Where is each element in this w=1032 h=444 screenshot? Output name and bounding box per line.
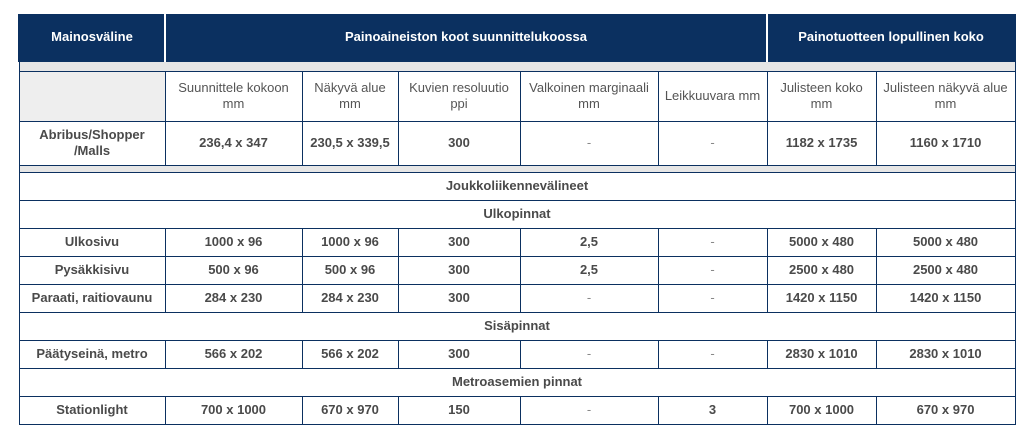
cell-white-margin: 2,5 — [520, 228, 658, 256]
header-final-size: Painotuotteen lopullinen koko — [767, 14, 1015, 61]
subheader-resolution: Kuvien resoluutio ppi — [398, 71, 520, 121]
table-row — [19, 228, 1015, 256]
cell-poster-visible-area: 2500 x 480 — [876, 256, 1015, 284]
cell-poster-size: 700 x 1000 — [767, 396, 876, 424]
cell-visible-area: 284 x 230 — [302, 284, 398, 312]
table-row — [19, 340, 1015, 368]
cell-design-size: 500 x 96 — [165, 256, 302, 284]
row-label: Stationlight — [19, 396, 165, 424]
cell-resolution: 300 — [398, 121, 520, 165]
cell-resolution: 300 — [398, 256, 520, 284]
subheader-visible-area: Näkyvä alue mm — [302, 71, 398, 121]
cell-design-size: 236,4 x 347 — [165, 121, 302, 165]
table-row — [19, 396, 1015, 424]
cell-bleed: - — [658, 121, 767, 165]
cell-poster-visible-area: 1160 x 1710 — [876, 121, 1015, 165]
cell-bleed: 3 — [658, 396, 767, 424]
cell-design-size: 284 x 230 — [165, 284, 302, 312]
subheader-blank — [19, 71, 165, 121]
cell-poster-size: 5000 x 480 — [767, 228, 876, 256]
row-label: Ulkosivu — [19, 228, 165, 256]
subheader-bleed: Leikkuuvara mm — [658, 71, 767, 121]
cell-resolution: 300 — [398, 284, 520, 312]
section-heading-public-transport: Joukkoliikennevälineet — [19, 172, 1015, 200]
cell-poster-size: 1182 x 1735 — [767, 121, 876, 165]
cell-poster-size: 2500 x 480 — [767, 256, 876, 284]
cell-bleed: - — [658, 256, 767, 284]
row-label: Paraati, raitiovaunu — [19, 284, 165, 312]
cell-visible-area: 566 x 202 — [302, 340, 398, 368]
subheader-poster-visible-area: Julisteen näkyvä alue mm — [876, 71, 1015, 121]
cell-poster-visible-area: 1420 x 1150 — [876, 284, 1015, 312]
section-heading-outside: Ulkopinnat — [19, 200, 1015, 228]
cell-visible-area: 1000 x 96 — [302, 228, 398, 256]
cell-poster-visible-area: 2830 x 1010 — [876, 340, 1015, 368]
row-label: Abribus/Shopper /Malls — [19, 121, 165, 165]
subheader-design-size: Suunnittele kokoon mm — [165, 71, 302, 121]
cell-bleed: - — [658, 340, 767, 368]
row-label: Pysäkkisivu — [19, 256, 165, 284]
subheader-row — [19, 71, 1015, 121]
cell-resolution: 150 — [398, 396, 520, 424]
subheader-poster-size: Julisteen koko mm — [767, 71, 876, 121]
spec-table-container — [18, 14, 1014, 425]
table-row — [19, 121, 1015, 165]
subheader-white-margin: Valkoinen marginaali mm — [520, 71, 658, 121]
cell-resolution: 300 — [398, 228, 520, 256]
table-row — [19, 284, 1015, 312]
cell-bleed: - — [658, 228, 767, 256]
cell-visible-area: 230,5 x 339,5 — [302, 121, 398, 165]
section-heading-inside: Sisäpinnat — [19, 312, 1015, 340]
cell-visible-area: 670 x 970 — [302, 396, 398, 424]
cell-white-margin: - — [520, 121, 658, 165]
cell-design-size: 700 x 1000 — [165, 396, 302, 424]
cell-poster-size: 2830 x 1010 — [767, 340, 876, 368]
cell-poster-size: 1420 x 1150 — [767, 284, 876, 312]
spec-table — [18, 14, 1016, 425]
spacer-row — [19, 61, 1015, 71]
row-label: Päätyseinä, metro — [19, 340, 165, 368]
separator-row — [19, 165, 1015, 172]
cell-poster-visible-area: 670 x 970 — [876, 396, 1015, 424]
cell-resolution: 300 — [398, 340, 520, 368]
cell-white-margin: - — [520, 396, 658, 424]
cell-poster-visible-area: 5000 x 480 — [876, 228, 1015, 256]
cell-bleed: - — [658, 284, 767, 312]
header-media: Mainosväline — [19, 14, 165, 61]
cell-visible-area: 500 x 96 — [302, 256, 398, 284]
cell-white-margin: 2,5 — [520, 256, 658, 284]
cell-design-size: 566 x 202 — [165, 340, 302, 368]
cell-design-size: 1000 x 96 — [165, 228, 302, 256]
section-heading-metro-stations: Metroasemien pinnat — [19, 368, 1015, 396]
cell-white-margin: - — [520, 340, 658, 368]
table-row — [19, 256, 1015, 284]
cell-white-margin: - — [520, 284, 658, 312]
header-design-sizes: Painoaineiston koot suunnittelukoossa — [165, 14, 767, 61]
